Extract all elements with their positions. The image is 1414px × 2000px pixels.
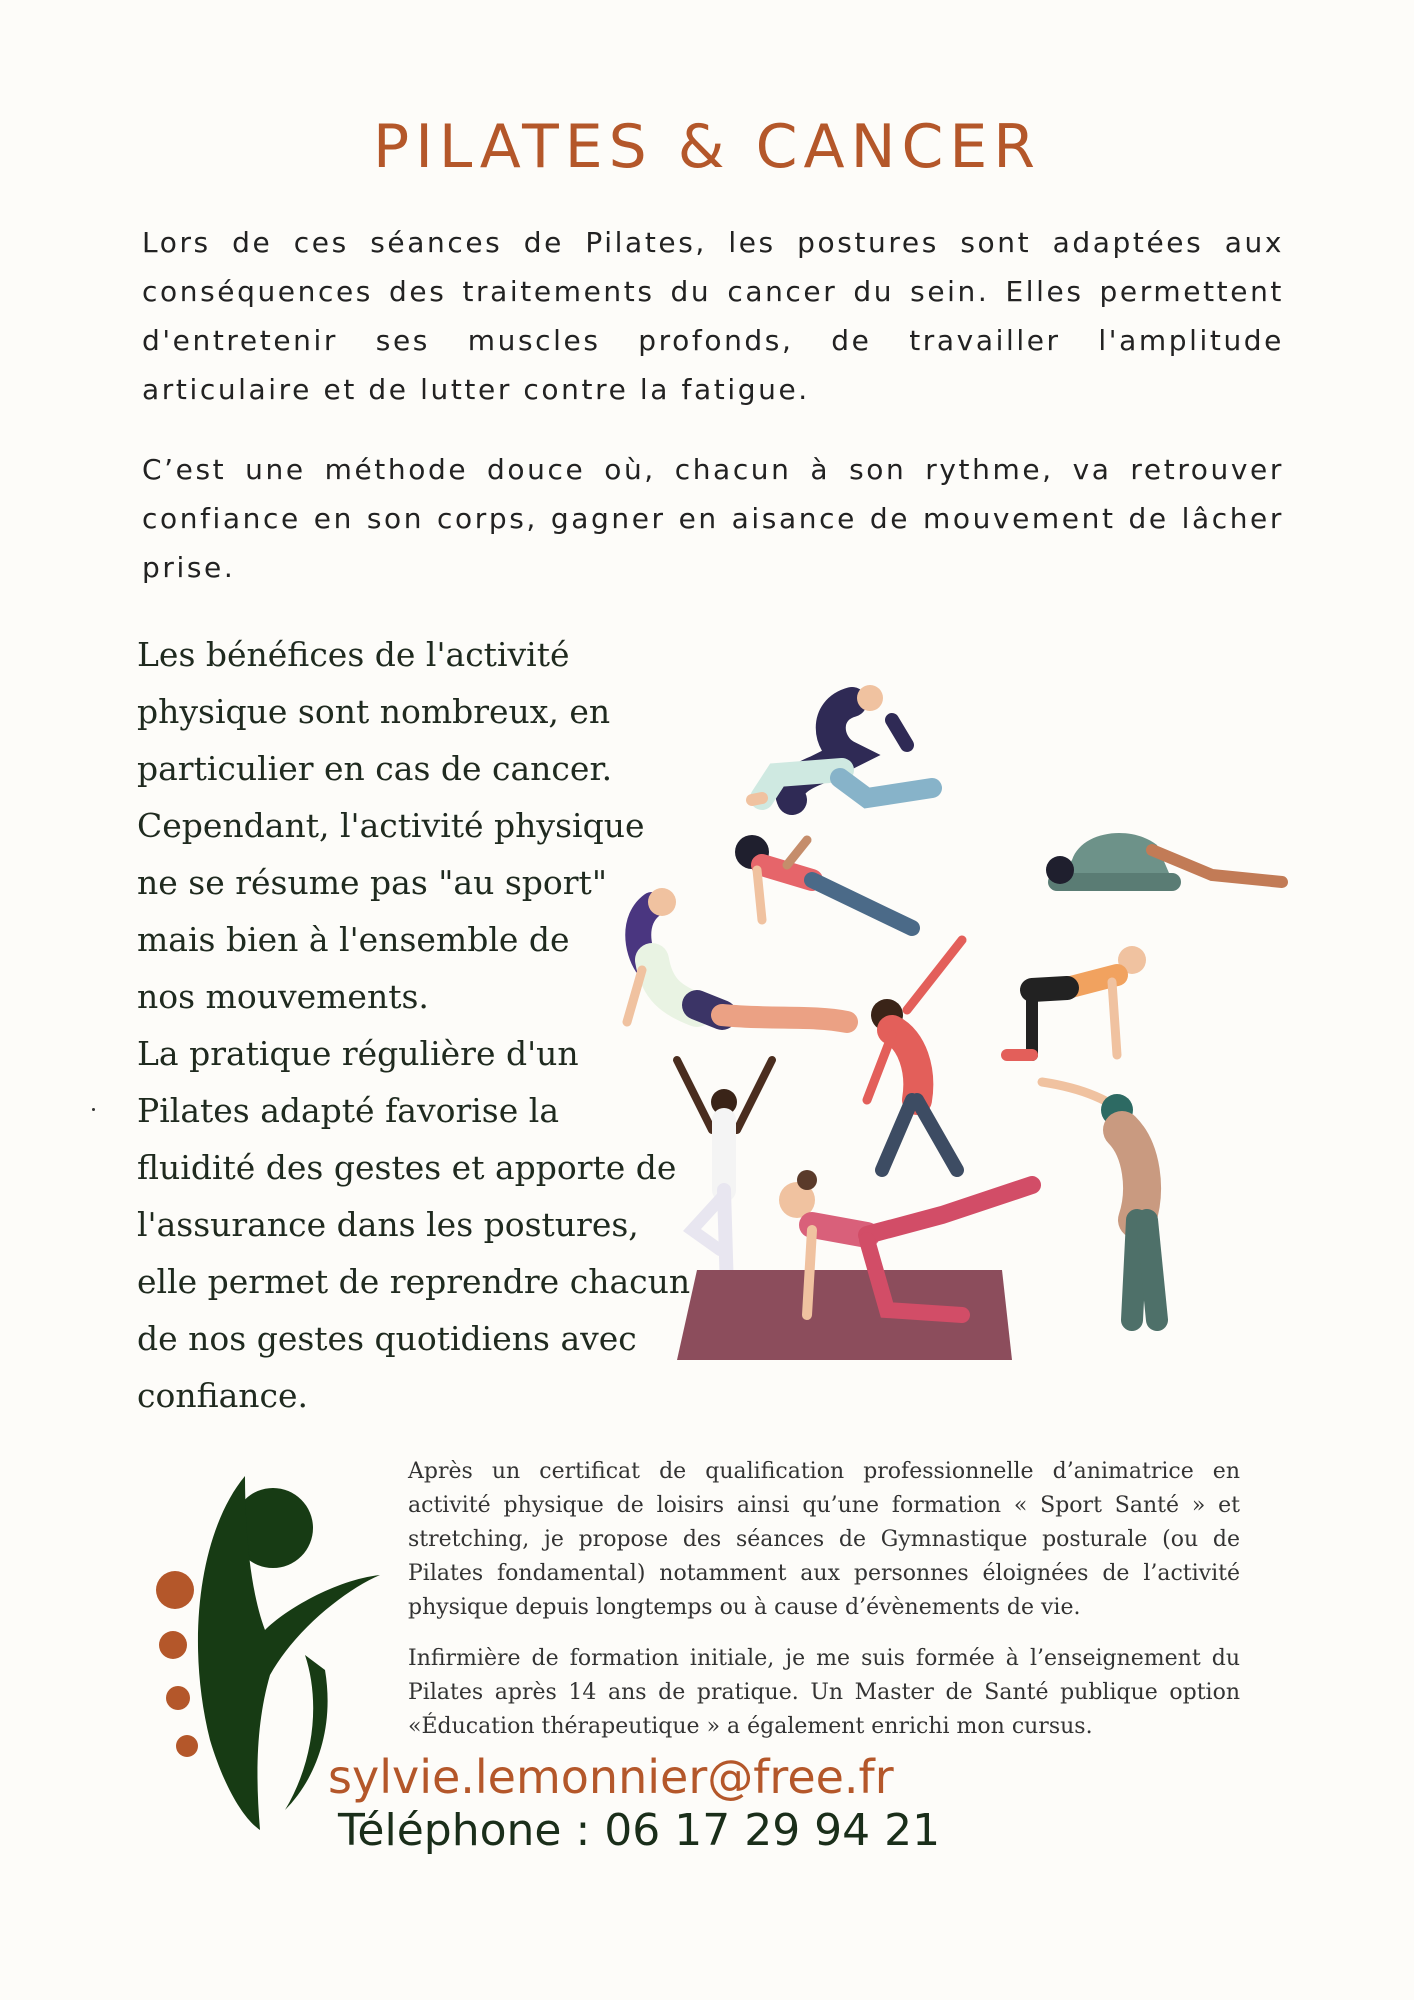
- figure-side-bend: [867, 940, 962, 1170]
- benefits-line: nos mouvements.: [137, 977, 429, 1016]
- benefits-line: fluidité des gestes et apporte de: [137, 1148, 677, 1187]
- benefits-line: Pilates adapté favorise la: [137, 1091, 559, 1130]
- benefits-line: physique sont nombreux, en: [137, 692, 611, 731]
- benefits-line: confiance.: [137, 1376, 309, 1415]
- bio-paragraph-1: Après un certificat de qualification professionnelle d’animatrice en activité physique de loisirs ainsi qu’une formation « Sport Santé » et stretching, je propose des séances de Gymnastique posturale (ou de Pilates fondamental) notamment aux personnes éloignées de l’activité physique depuis longtemps ou à cause d’évènements de vie.: [408, 1459, 1240, 1620]
- benefits-line: mais bien à l'ensemble de: [137, 920, 570, 959]
- figure-tree-pose: [677, 1060, 772, 1290]
- benefits-line: l'assurance dans les postures,: [137, 1205, 639, 1244]
- page-title: PILATES & CANCER: [373, 112, 1041, 182]
- figure-cat-cow: [1007, 946, 1146, 1055]
- figure-side-stretch: [1042, 1082, 1157, 1320]
- stray-dot: [92, 1108, 95, 1111]
- figure-lunge: [752, 685, 932, 800]
- contact-email[interactable]: sylvie.lemonnier@free.fr: [328, 1750, 894, 1804]
- contact-phone: Téléphone : 06 17 29 94 21: [338, 1805, 941, 1856]
- benefits-line: Les bénéfices de l'activité: [137, 635, 570, 674]
- bio-paragraph-2: Infirmière de formation initiale, je me suis formée à l’enseignement du Pilates après 14 ans de pratique. Un Master de Santé publique option «Éducation thérapeutique » a également enrichi mon cursus.: [408, 1646, 1240, 1739]
- benefits-line: de nos gestes quotidiens avec: [137, 1319, 637, 1358]
- benefits-line: Cependant, l'activité physique: [137, 806, 645, 845]
- benefits-line: La pratique régulière d'un: [137, 1034, 579, 1073]
- figure-child-pose: [1046, 833, 1282, 884]
- yoga-poses-illustration: [612, 670, 1292, 1370]
- figure-side-plank: [735, 835, 912, 928]
- benefits-line: ne se résume pas "au sport": [137, 863, 607, 902]
- benefits-line: particulier en cas de cancer.: [137, 749, 613, 788]
- figure-cobra: [627, 888, 847, 1022]
- benefits-line: elle permet de reprendre chacun: [137, 1262, 691, 1301]
- intro-paragraph-2: C’est une méthode douce où, chacun à son rythme, va retrouver confiance en son corps, gagner en aisance de mouvement de lâcher prise.: [142, 453, 1284, 584]
- intro-paragraph-1: Lors de ces séances de Pilates, les postures sont adaptées aux conséquences des traitements du cancer du sein. Elles permettent d'entretenir ses muscles profonds, de travailler l'amplitude articulaire et de lutter contre la fatigue.: [142, 226, 1284, 406]
